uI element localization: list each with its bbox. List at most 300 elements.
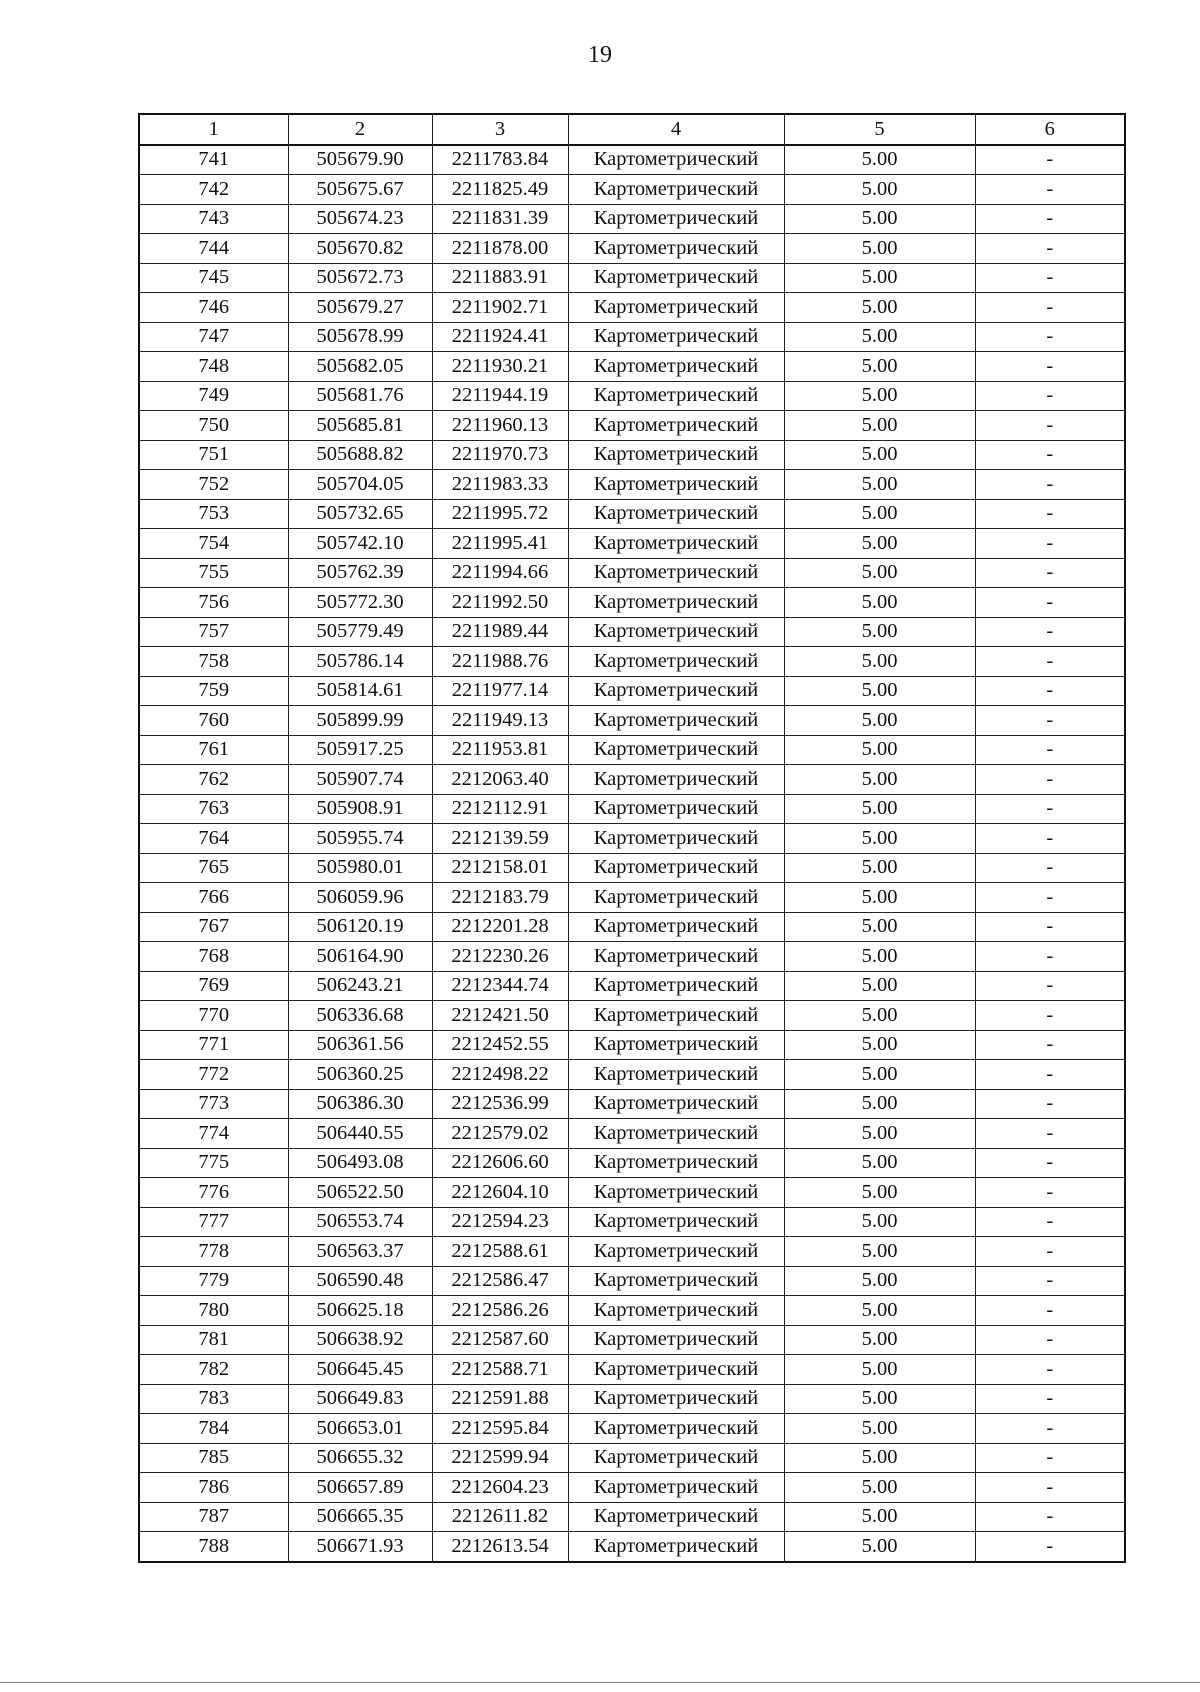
- point-number-cell: 784: [139, 1414, 288, 1444]
- y-coordinate-cell: 2211878.00: [432, 234, 568, 264]
- accuracy-cell: 5.00: [784, 1178, 975, 1208]
- x-coordinate-cell: 505814.61: [288, 676, 432, 706]
- method-cell: Картометрический: [568, 735, 784, 765]
- table-row: [139, 706, 1125, 736]
- description-cell: -: [975, 1030, 1125, 1060]
- point-number-cell: 767: [139, 912, 288, 942]
- method-cell: Картометрический: [568, 175, 784, 205]
- y-coordinate-cell: 2211983.33: [432, 470, 568, 500]
- point-number-cell: 775: [139, 1148, 288, 1178]
- method-cell: Картометрический: [568, 1473, 784, 1503]
- x-coordinate-cell: 505917.25: [288, 735, 432, 765]
- point-number-cell: 759: [139, 676, 288, 706]
- table-row: [139, 440, 1125, 470]
- description-cell: -: [975, 1532, 1125, 1562]
- x-coordinate-cell: 505678.99: [288, 322, 432, 352]
- header-cell-5: 5: [784, 114, 975, 145]
- y-coordinate-cell: 2212604.10: [432, 1178, 568, 1208]
- description-cell: -: [975, 411, 1125, 441]
- point-number-cell: 741: [139, 145, 288, 175]
- point-number-cell: 748: [139, 352, 288, 382]
- x-coordinate-cell: 505742.10: [288, 529, 432, 559]
- x-coordinate-cell: 506625.18: [288, 1296, 432, 1326]
- table-header: [139, 114, 1125, 145]
- point-number-cell: 745: [139, 263, 288, 293]
- table-row: [139, 794, 1125, 824]
- y-coordinate-cell: 2211825.49: [432, 175, 568, 205]
- y-coordinate-cell: 2212158.01: [432, 853, 568, 883]
- method-cell: Картометрический: [568, 145, 784, 175]
- method-cell: Картометрический: [568, 794, 784, 824]
- accuracy-cell: 5.00: [784, 1060, 975, 1090]
- x-coordinate-cell: 505779.49: [288, 617, 432, 647]
- method-cell: Картометрический: [568, 558, 784, 588]
- x-coordinate-cell: 506164.90: [288, 942, 432, 972]
- table-row: [139, 617, 1125, 647]
- table-row: [139, 204, 1125, 234]
- point-number-cell: 757: [139, 617, 288, 647]
- point-number-cell: 758: [139, 647, 288, 677]
- table-row: [139, 1119, 1125, 1149]
- x-coordinate-cell: 505908.91: [288, 794, 432, 824]
- point-number-cell: 744: [139, 234, 288, 264]
- table-row: [139, 1384, 1125, 1414]
- x-coordinate-cell: 505682.05: [288, 352, 432, 382]
- table-row: [139, 145, 1125, 175]
- y-coordinate-cell: 2212586.26: [432, 1296, 568, 1326]
- description-cell: -: [975, 529, 1125, 559]
- x-coordinate-cell: 505674.23: [288, 204, 432, 234]
- x-coordinate-cell: 506243.21: [288, 971, 432, 1001]
- y-coordinate-cell: 2211989.44: [432, 617, 568, 647]
- y-coordinate-cell: 2211902.71: [432, 293, 568, 323]
- method-cell: Картометрический: [568, 1119, 784, 1149]
- table-row: [139, 1355, 1125, 1385]
- point-number-cell: 763: [139, 794, 288, 824]
- table-row: [139, 293, 1125, 323]
- point-number-cell: 750: [139, 411, 288, 441]
- y-coordinate-cell: 2212452.55: [432, 1030, 568, 1060]
- method-cell: Картометрический: [568, 1443, 784, 1473]
- method-cell: Картометрический: [568, 1178, 784, 1208]
- point-number-cell: 773: [139, 1089, 288, 1119]
- x-coordinate-cell: 506440.55: [288, 1119, 432, 1149]
- x-coordinate-cell: 506671.93: [288, 1532, 432, 1562]
- x-coordinate-cell: 506361.56: [288, 1030, 432, 1060]
- y-coordinate-cell: 2212595.84: [432, 1414, 568, 1444]
- y-coordinate-cell: 2212586.47: [432, 1266, 568, 1296]
- point-number-cell: 761: [139, 735, 288, 765]
- description-cell: -: [975, 1119, 1125, 1149]
- y-coordinate-cell: 2212604.23: [432, 1473, 568, 1503]
- x-coordinate-cell: 506590.48: [288, 1266, 432, 1296]
- x-coordinate-cell: 505907.74: [288, 765, 432, 795]
- accuracy-cell: 5.00: [784, 1414, 975, 1444]
- point-number-cell: 765: [139, 853, 288, 883]
- y-coordinate-cell: 2212063.40: [432, 765, 568, 795]
- table-row: [139, 529, 1125, 559]
- y-coordinate-cell: 2211883.91: [432, 263, 568, 293]
- accuracy-cell: 5.00: [784, 558, 975, 588]
- x-coordinate-cell: 505672.73: [288, 263, 432, 293]
- method-cell: Картометрический: [568, 912, 784, 942]
- accuracy-cell: 5.00: [784, 1325, 975, 1355]
- description-cell: -: [975, 1207, 1125, 1237]
- x-coordinate-cell: 505899.99: [288, 706, 432, 736]
- method-cell: Картометрический: [568, 322, 784, 352]
- accuracy-cell: 5.00: [784, 1296, 975, 1326]
- description-cell: -: [975, 1237, 1125, 1267]
- table-row: [139, 470, 1125, 500]
- description-cell: -: [975, 1502, 1125, 1532]
- method-cell: Картометрический: [568, 234, 784, 264]
- method-cell: Картометрический: [568, 499, 784, 529]
- point-number-cell: 774: [139, 1119, 288, 1149]
- description-cell: -: [975, 1060, 1125, 1090]
- accuracy-cell: 5.00: [784, 853, 975, 883]
- y-coordinate-cell: 2211994.66: [432, 558, 568, 588]
- method-cell: Картометрический: [568, 1502, 784, 1532]
- table-row: [139, 1207, 1125, 1237]
- header-row: [139, 114, 1125, 145]
- y-coordinate-cell: 2212112.91: [432, 794, 568, 824]
- description-cell: -: [975, 263, 1125, 293]
- method-cell: Картометрический: [568, 1532, 784, 1562]
- method-cell: Картометрический: [568, 676, 784, 706]
- point-number-cell: 780: [139, 1296, 288, 1326]
- method-cell: Картометрический: [568, 204, 784, 234]
- accuracy-cell: 5.00: [784, 470, 975, 500]
- y-coordinate-cell: 2212421.50: [432, 1001, 568, 1031]
- point-number-cell: 779: [139, 1266, 288, 1296]
- x-coordinate-cell: 506655.32: [288, 1443, 432, 1473]
- header-cell-3: 3: [432, 114, 568, 145]
- accuracy-cell: 5.00: [784, 1355, 975, 1385]
- table-row: [139, 971, 1125, 1001]
- y-coordinate-cell: 2212536.99: [432, 1089, 568, 1119]
- table-row: [139, 1502, 1125, 1532]
- point-number-cell: 768: [139, 942, 288, 972]
- method-cell: Картометрический: [568, 1296, 784, 1326]
- y-coordinate-cell: 2212588.71: [432, 1355, 568, 1385]
- x-coordinate-cell: 505679.27: [288, 293, 432, 323]
- method-cell: Картометрический: [568, 706, 784, 736]
- y-coordinate-cell: 2212611.82: [432, 1502, 568, 1532]
- x-coordinate-cell: 506563.37: [288, 1237, 432, 1267]
- table-row: [139, 352, 1125, 382]
- y-coordinate-cell: 2212344.74: [432, 971, 568, 1001]
- accuracy-cell: 5.00: [784, 352, 975, 382]
- table-row: [139, 1237, 1125, 1267]
- accuracy-cell: 5.00: [784, 1119, 975, 1149]
- y-coordinate-cell: 2211988.76: [432, 647, 568, 677]
- point-number-cell: 746: [139, 293, 288, 323]
- header-cell-6: 6: [975, 114, 1125, 145]
- point-number-cell: 772: [139, 1060, 288, 1090]
- y-coordinate-cell: 2211924.41: [432, 322, 568, 352]
- accuracy-cell: 5.00: [784, 322, 975, 352]
- y-coordinate-cell: 2211783.84: [432, 145, 568, 175]
- x-coordinate-cell: 506645.45: [288, 1355, 432, 1385]
- table-row: [139, 499, 1125, 529]
- point-number-cell: 753: [139, 499, 288, 529]
- method-cell: Картометрический: [568, 470, 784, 500]
- point-number-cell: 787: [139, 1502, 288, 1532]
- table-row: [139, 883, 1125, 913]
- x-coordinate-cell: 505762.39: [288, 558, 432, 588]
- coordinates-table: [138, 113, 1126, 1563]
- description-cell: -: [975, 1443, 1125, 1473]
- description-cell: -: [975, 912, 1125, 942]
- x-coordinate-cell: 505681.76: [288, 381, 432, 411]
- method-cell: Картометрический: [568, 529, 784, 559]
- table-row: [139, 1414, 1125, 1444]
- x-coordinate-cell: 506553.74: [288, 1207, 432, 1237]
- x-coordinate-cell: 505786.14: [288, 647, 432, 677]
- accuracy-cell: 5.00: [784, 1443, 975, 1473]
- method-cell: Картометрический: [568, 1414, 784, 1444]
- accuracy-cell: 5.00: [784, 411, 975, 441]
- description-cell: -: [975, 824, 1125, 854]
- accuracy-cell: 5.00: [784, 263, 975, 293]
- y-coordinate-cell: 2212201.28: [432, 912, 568, 942]
- point-number-cell: 749: [139, 381, 288, 411]
- x-coordinate-cell: 505675.67: [288, 175, 432, 205]
- accuracy-cell: 5.00: [784, 647, 975, 677]
- accuracy-cell: 5.00: [784, 1473, 975, 1503]
- accuracy-cell: 5.00: [784, 617, 975, 647]
- point-number-cell: 742: [139, 175, 288, 205]
- y-coordinate-cell: 2211970.73: [432, 440, 568, 470]
- method-cell: Картометрический: [568, 440, 784, 470]
- y-coordinate-cell: 2212588.61: [432, 1237, 568, 1267]
- table-row: [139, 1178, 1125, 1208]
- table-row: [139, 912, 1125, 942]
- x-coordinate-cell: 505688.82: [288, 440, 432, 470]
- x-coordinate-cell: 506653.01: [288, 1414, 432, 1444]
- y-coordinate-cell: 2211953.81: [432, 735, 568, 765]
- point-number-cell: 786: [139, 1473, 288, 1503]
- table-row: [139, 411, 1125, 441]
- method-cell: Картометрический: [568, 588, 784, 618]
- accuracy-cell: 5.00: [784, 735, 975, 765]
- description-cell: -: [975, 499, 1125, 529]
- description-cell: -: [975, 1384, 1125, 1414]
- table-row: [139, 853, 1125, 883]
- description-cell: -: [975, 234, 1125, 264]
- description-cell: -: [975, 1296, 1125, 1326]
- method-cell: Картометрический: [568, 293, 784, 323]
- x-coordinate-cell: 505685.81: [288, 411, 432, 441]
- table-row: [139, 1148, 1125, 1178]
- x-coordinate-cell: 505670.82: [288, 234, 432, 264]
- table-row: [139, 1089, 1125, 1119]
- method-cell: Картометрический: [568, 411, 784, 441]
- x-coordinate-cell: 506360.25: [288, 1060, 432, 1090]
- accuracy-cell: 5.00: [784, 1207, 975, 1237]
- table-row: [139, 1001, 1125, 1031]
- description-cell: -: [975, 175, 1125, 205]
- x-coordinate-cell: 506657.89: [288, 1473, 432, 1503]
- point-number-cell: 782: [139, 1355, 288, 1385]
- description-cell: -: [975, 647, 1125, 677]
- y-coordinate-cell: 2212498.22: [432, 1060, 568, 1090]
- y-coordinate-cell: 2211995.72: [432, 499, 568, 529]
- method-cell: Картометрический: [568, 1384, 784, 1414]
- description-cell: -: [975, 1355, 1125, 1385]
- accuracy-cell: 5.00: [784, 883, 975, 913]
- y-coordinate-cell: 2212591.88: [432, 1384, 568, 1414]
- table-row: [139, 1296, 1125, 1326]
- description-cell: -: [975, 1325, 1125, 1355]
- description-cell: -: [975, 293, 1125, 323]
- point-number-cell: 754: [139, 529, 288, 559]
- method-cell: Картометрический: [568, 617, 784, 647]
- table-row: [139, 234, 1125, 264]
- accuracy-cell: 5.00: [784, 1030, 975, 1060]
- y-coordinate-cell: 2212139.59: [432, 824, 568, 854]
- point-number-cell: 760: [139, 706, 288, 736]
- table-row: [139, 1266, 1125, 1296]
- description-cell: -: [975, 617, 1125, 647]
- point-number-cell: 769: [139, 971, 288, 1001]
- accuracy-cell: 5.00: [784, 440, 975, 470]
- accuracy-cell: 5.00: [784, 824, 975, 854]
- description-cell: -: [975, 794, 1125, 824]
- table-row: [139, 765, 1125, 795]
- method-cell: Картометрический: [568, 263, 784, 293]
- point-number-cell: 752: [139, 470, 288, 500]
- method-cell: Картометрический: [568, 853, 784, 883]
- header-cell-4: 4: [568, 114, 784, 145]
- accuracy-cell: 5.00: [784, 1266, 975, 1296]
- accuracy-cell: 5.00: [784, 676, 975, 706]
- y-coordinate-cell: 2212594.23: [432, 1207, 568, 1237]
- accuracy-cell: 5.00: [784, 145, 975, 175]
- point-number-cell: 776: [139, 1178, 288, 1208]
- x-coordinate-cell: 506059.96: [288, 883, 432, 913]
- description-cell: -: [975, 145, 1125, 175]
- method-cell: Картометрический: [568, 1060, 784, 1090]
- point-number-cell: 756: [139, 588, 288, 618]
- method-cell: Картометрический: [568, 765, 784, 795]
- accuracy-cell: 5.00: [784, 1502, 975, 1532]
- description-cell: -: [975, 1414, 1125, 1444]
- x-coordinate-cell: 505772.30: [288, 588, 432, 618]
- method-cell: Картометрический: [568, 942, 784, 972]
- point-number-cell: 785: [139, 1443, 288, 1473]
- table-row: [139, 588, 1125, 618]
- table-row: [139, 1473, 1125, 1503]
- point-number-cell: 751: [139, 440, 288, 470]
- accuracy-cell: 5.00: [784, 588, 975, 618]
- table-row: [139, 1532, 1125, 1562]
- method-cell: Картометрический: [568, 1148, 784, 1178]
- accuracy-cell: 5.00: [784, 204, 975, 234]
- accuracy-cell: 5.00: [784, 1237, 975, 1267]
- accuracy-cell: 5.00: [784, 912, 975, 942]
- description-cell: -: [975, 1266, 1125, 1296]
- point-number-cell: 766: [139, 883, 288, 913]
- x-coordinate-cell: 506120.19: [288, 912, 432, 942]
- accuracy-cell: 5.00: [784, 794, 975, 824]
- description-cell: -: [975, 1148, 1125, 1178]
- page-number: 19: [588, 42, 612, 68]
- x-coordinate-cell: 506638.92: [288, 1325, 432, 1355]
- method-cell: Картометрический: [568, 1207, 784, 1237]
- x-coordinate-cell: 506649.83: [288, 1384, 432, 1414]
- y-coordinate-cell: 2211944.19: [432, 381, 568, 411]
- method-cell: Картометрический: [568, 1030, 784, 1060]
- y-coordinate-cell: 2211995.41: [432, 529, 568, 559]
- table-row: [139, 1030, 1125, 1060]
- table-row: [139, 1060, 1125, 1090]
- description-cell: -: [975, 853, 1125, 883]
- table-row: [139, 1325, 1125, 1355]
- point-number-cell: 788: [139, 1532, 288, 1562]
- description-cell: -: [975, 971, 1125, 1001]
- point-number-cell: 762: [139, 765, 288, 795]
- table-row: [139, 381, 1125, 411]
- x-coordinate-cell: 505732.65: [288, 499, 432, 529]
- table-row: [139, 647, 1125, 677]
- description-cell: -: [975, 1001, 1125, 1031]
- accuracy-cell: 5.00: [784, 942, 975, 972]
- point-number-cell: 743: [139, 204, 288, 234]
- description-cell: -: [975, 440, 1125, 470]
- description-cell: -: [975, 558, 1125, 588]
- table-row: [139, 676, 1125, 706]
- y-coordinate-cell: 2212230.26: [432, 942, 568, 972]
- method-cell: Картометрический: [568, 1355, 784, 1385]
- x-coordinate-cell: 506336.68: [288, 1001, 432, 1031]
- accuracy-cell: 5.00: [784, 175, 975, 205]
- description-cell: -: [975, 381, 1125, 411]
- accuracy-cell: 5.00: [784, 381, 975, 411]
- method-cell: Картометрический: [568, 352, 784, 382]
- y-coordinate-cell: 2211949.13: [432, 706, 568, 736]
- x-coordinate-cell: 506493.08: [288, 1148, 432, 1178]
- description-cell: -: [975, 1178, 1125, 1208]
- table-body: [139, 145, 1125, 1562]
- method-cell: Картометрический: [568, 647, 784, 677]
- header-cell-1: 1: [139, 114, 288, 145]
- x-coordinate-cell: 505704.05: [288, 470, 432, 500]
- point-number-cell: 755: [139, 558, 288, 588]
- description-cell: -: [975, 735, 1125, 765]
- description-cell: -: [975, 706, 1125, 736]
- accuracy-cell: 5.00: [784, 293, 975, 323]
- method-cell: Картометрический: [568, 1325, 784, 1355]
- y-coordinate-cell: 2211960.13: [432, 411, 568, 441]
- point-number-cell: 783: [139, 1384, 288, 1414]
- y-coordinate-cell: 2212579.02: [432, 1119, 568, 1149]
- method-cell: Картометрический: [568, 381, 784, 411]
- accuracy-cell: 5.00: [784, 1001, 975, 1031]
- method-cell: Картометрический: [568, 883, 784, 913]
- x-coordinate-cell: 506665.35: [288, 1502, 432, 1532]
- method-cell: Картометрический: [568, 1089, 784, 1119]
- description-cell: -: [975, 883, 1125, 913]
- y-coordinate-cell: 2211977.14: [432, 676, 568, 706]
- y-coordinate-cell: 2211930.21: [432, 352, 568, 382]
- description-cell: -: [975, 588, 1125, 618]
- accuracy-cell: 5.00: [784, 1089, 975, 1119]
- accuracy-cell: 5.00: [784, 499, 975, 529]
- description-cell: -: [975, 322, 1125, 352]
- description-cell: -: [975, 204, 1125, 234]
- point-number-cell: 771: [139, 1030, 288, 1060]
